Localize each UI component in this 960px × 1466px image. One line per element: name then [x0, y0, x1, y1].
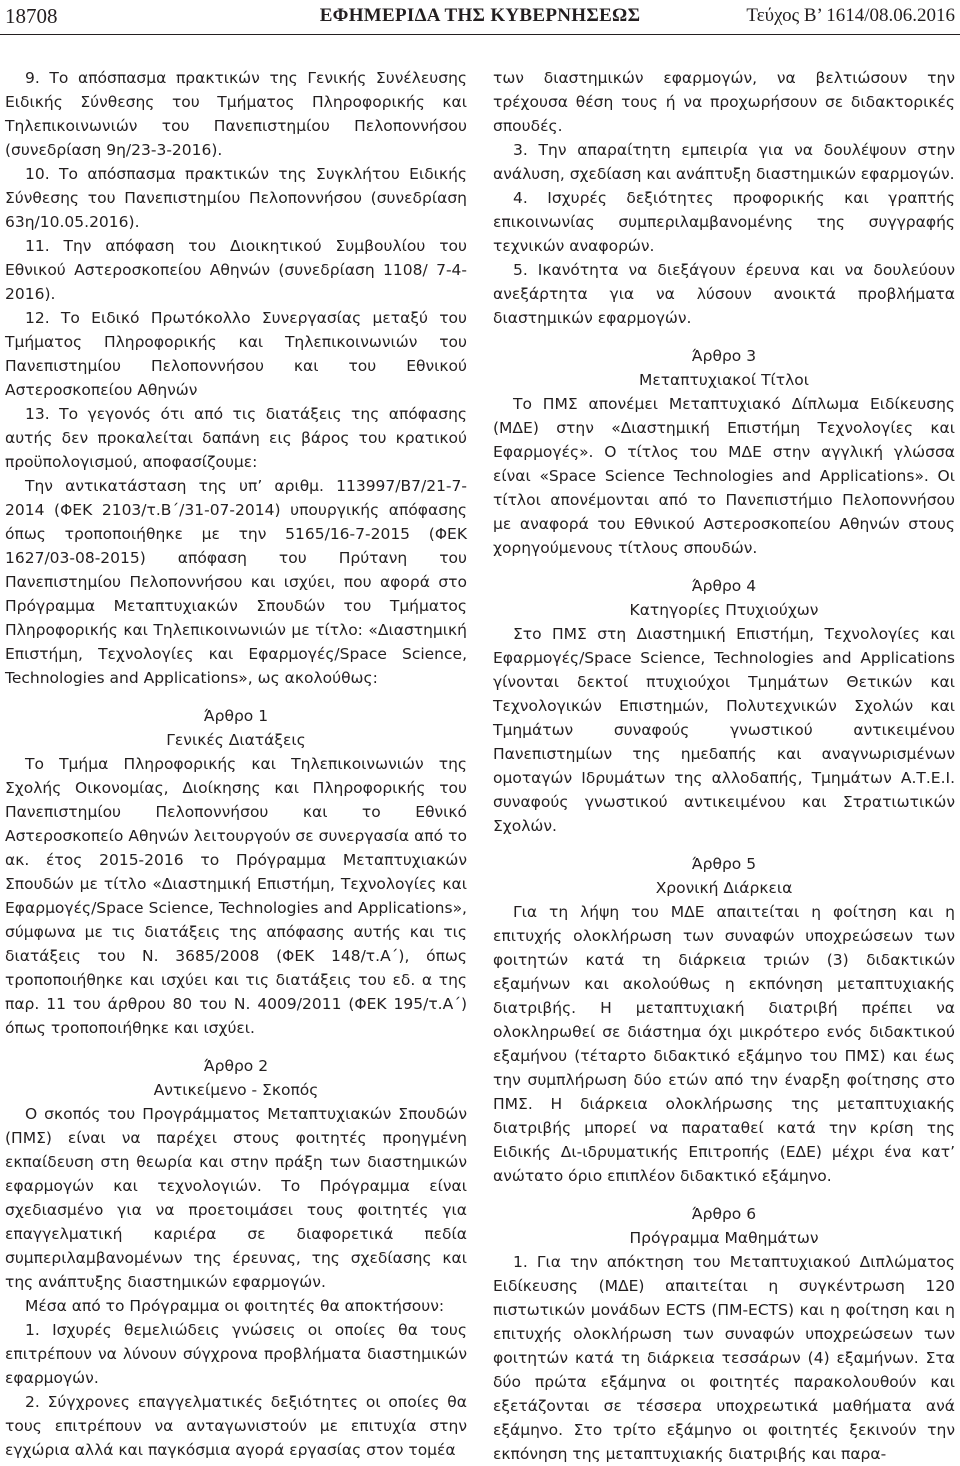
article-3-title: Άρθρο 3 [691, 347, 757, 365]
article-3-text: Το ΠΜΣ απονέμει Μεταπτυχιακό Δίπλωμα Ειδίκευσης (ΜΔΕ) στην «Διαστημική Επιστήμη Τεχνολογίες και Εφαρμογές». Ο τίτλος του ΜΔΕ στην αγγλική γλώσσα είναι «Space Science Technologies and Applications». Οι τίτλοι απονέμονται από το Πανεπιστήμιο Πελοποννήσου με αναφορά του Εθνικού Αστεροσκοπείου Αθηνών στους χορηγούμενους τίτλους σπουδών. [493, 395, 955, 557]
decision-text: Την αντικατάσταση της υπ’ αριθμ. 113997/Β7/21-7-2014 (ΦΕΚ 2103/τ.Β΄/31-07-2014) υπουργικής απόφασης όπως τροποποιήθηκε με την 5165/16-7-2015 (ΦΕΚ 1627/03-08-2015) απόφαση του Πρύτανη του Πανεπιστημίου Πελοποννήσου και ισχύει, που αφορά στο Πρόγραμμα Μεταπτυχιακών Σπουδών του Τμήματος Πληροφορικής και Τηλεπικοινωνιών με τίτλο: «Διαστημική Επιστήμη, Τεχνολογίες και Εφαρμογές/Space Science, Technologies and Applications», ως ακολούθως: [5, 477, 467, 687]
article-2-item-2: 2. Σύγχρονες επαγγελματικές δεξιότητες οι οποίες θα τους επιτρέπουν να ανταγωνιστούν με επιτυχία στην εγχώρια αλλά και παγκόσμια αγορά εργασίας στον τομέα [5, 1393, 467, 1459]
article-5-text: Για τη λήψη του ΜΔΕ απαιτείται η φοίτηση και η επιτυχής ολοκλήρωση των συναφών υποχρεώσεων των φοιτητών κατά τη διάρκεια τριών (3) διδακτικών εξαμήνων και ακολούθως η εκπόνηση μεταπτυχιακής διατριβής. Η μεταπτυχιακή διατριβή πρέπει να ολοκληρωθεί σε διάστημα όχι μικρότερο ενός διδακτικού εξαμήνου (τέταρτο διδακτικό εξάμηνο του ΠΜΣ) και έως την συμπλήρωση δύο ετών από την έναρξη φοίτησης στο ΠΜΣ. Η διάρκεια ολοκλήρωσης της μεταπτυχιακής διατριβής μπορεί να παραταθεί κατά την κρίση της Ειδικής Δι-ιδρυματικής Επιτροπής (ΕΔΕ) μέχρι ένα κατ’ ανώτατο όριο επιπλέον διδακτικό εξάμηνο. [493, 903, 955, 1185]
clause-13: 13. Το γεγονός ότι από τις διατάξεις της απόφασης αυτής δεν προκαλείται δαπάνη εις βάρος του κρατικού προϋπολογισμού, αποφασίζουμε: [5, 405, 467, 471]
issue-info: Τεύχος Β’ 1614/08.06.2016 [746, 5, 955, 26]
article-2-title: Άρθρο 2 [203, 1057, 269, 1075]
article-4-heading [493, 574, 955, 622]
article-6-subtitle: Πρόγραμμα Μαθημάτων [629, 1229, 819, 1247]
article-1-text: Το Τμήμα Πληροφορικής και Τηλεπικοινωνιών της Σχολής Οικονομίας, Διοίκησης και Πληροφορικής του Πανεπιστημίου Πελοποννήσου και το Εθνικό Αστεροσκοπείο Αθηνών λειτουργούν σε συνεργασία από το ακ. έτος 2015-2016 το Πρόγραμμα Μεταπτυχιακών Σπουδών με τίτλο «Διαστημική Επιστήμη, Τεχνολογίες και Εφαρμογές/Space Science, Technologies and Applications», σύμφωνα με τις διατάξεις της απόφασης αυτής και τις διατάξεις του Ν. 3685/2008 (ΦΕΚ 148/τ.Α΄), όπως τροποποιήθηκε και ισχύει και τις διατάξεις του εδ. α της παρ. 11 του άρθρου 80 του Ν. 4009/2011 (ΦΕΚ 195/τ.Α΄) όπως τροποποιήθηκε και ισχύει. [5, 755, 467, 1037]
article-1-heading [5, 704, 467, 752]
article-4-subtitle: Κατηγορίες Πτυχιούχων [629, 601, 819, 619]
clause-12: 12. Το Ειδικό Πρωτόκολλο Συνεργασίας μεταξύ του Τμήματος Πληροφορικής και Τηλεπικοινωνιών του Πανεπιστημίου Πελοποννήσου και του Εθνικού Αστεροσκοπείου Αθηνών [5, 309, 467, 399]
article-2-item-4: 4. Ισχυρές δεξιότητες προφορικής και γραπτής επικοινωνίας συμπεριλαμβανομένης της συγγραφής τεχνικών αναφορών. [493, 189, 955, 255]
article-2-item-5: 5. Ικανότητα να διεξάγουν έρευνα και να δουλεύουν ανεξάρτητα για να λύσουν ανοικτά προβλήματα διαστημικών εφαρμογών. [493, 261, 955, 327]
article-3-heading [493, 344, 955, 392]
article-6-title: Άρθρο 6 [691, 1205, 757, 1223]
article-4-text: Στο ΠΜΣ στη Διαστημική Επιστήμη, Τεχνολογίες και Εφαρμογές/Space Science, Technologies and Applications γίνονται δεκτοί πτυχιούχοι Τμημάτων Θετικών και Τεχνολογικών Επιστημών, Πολυτεχνικών Σχολών και Τμημάτων συναφούς γνωστικού αντικειμένου Πανεπιστημίων της ημεδαπής και αναγνωρισμένων ομοταγών Ιδρυμάτων της αλλοδαπής, Τμημάτων Α.Τ.Ε.Ι. συναφούς γνωστικού αντικειμένου και Στρατιωτικών Σχολών. [493, 625, 955, 835]
article-3-subtitle: Μεταπτυχιακοί Τίτλοι [638, 371, 810, 389]
article-2-text: Ο σκοπός του Προγράμματος Μεταπτυχιακών Σπουδών (ΠΜΣ) είναι να παρέχει στους φοιτητές προηγμένη εκπαίδευση στη θεωρία και στην πράξη των διαστημικών εφαρμογών και τεχνολογιών. Το Πρόγραμμα είναι σχεδιασμένο για να προετοιμάσει τους φοιτητές για επαγγελματική καριέρα σε διαφορετικά πεδία συμπεριλαμβανομένων της έρευνας, της σχεδίασης και της ανάπτυξης διαστημικών εφαρμογών. [5, 1105, 467, 1291]
right-column [493, 66, 955, 1466]
article-5-subtitle: Χρονική Διάρκεια [655, 879, 793, 897]
clause-10: 10. Το απόσπασμα πρακτικών της Συγκλήτου Ειδικής Σύνθεσης του Πανεπιστημίου Πελοποννήσου (συνεδρίαση 63η/10.05.2016). [5, 165, 467, 231]
article-2-intro: Μέσα από το Πρόγραμμα οι φοιτητές θα αποκτήσουν: [25, 1297, 445, 1315]
clause-9: 9. Το απόσπασμα πρακτικών της Γενικής Συνέλευσης Ειδικής Σύνθεσης του Τμήματος Πληροφορικής και Τηλεπικοινωνιών του Πανεπιστημίου Πελοποννήσου (συνεδρίαση 9η/23-3-2016). [5, 69, 467, 159]
header-divider [0, 34, 960, 35]
article-5-heading [493, 852, 955, 900]
clause-11: 11. Την απόφαση του Διοικητικού Συμβουλίου του Εθνικού Αστεροσκοπείου Αθηνών (συνεδρίαση 1108/ 7-4-2016). [5, 237, 467, 303]
article-2-heading [5, 1054, 467, 1102]
article-1-subtitle: Γενικές Διατάξεις [166, 731, 306, 749]
left-column [5, 66, 467, 1462]
article-1-title: Άρθρο 1 [203, 707, 269, 725]
article-4-title: Άρθρο 4 [691, 577, 757, 595]
gazette-name: ΕΦΗΜΕΡΙΔΑ ΤΗΣ ΚΥΒΕΡΝΗΣΕΩΣ [319, 5, 641, 26]
page-number: 18708 [5, 4, 58, 28]
article-6-text: 1. Για την απόκτηση του Μεταπτυχιακού Διπλώματος Ειδίκευσης (ΜΔΕ) απαιτείται η συγκέντρωση 120 πιστωτικών μονάδων ECTS (ΠΜ-ECTS) και η φοίτηση και η επιτυχής ολοκλήρωση των συναφών υποχρεώσεων των φοιτητών κατά τη διάρκεια τεσσάρων (4) εξαμήνων. Στα δύο πρώτα εξάμηνα οι φοιτητές παρακολουθούν και εξετάζονται σε τέσσερα υποχρεωτικά μαθήματα ανά εξάμηνο. Στο τρίτο εξάμηνο οι φοιτητές ξεκινούν την εκπόνηση της μεταπτυχιακής διατριβής και παρα- [493, 1253, 955, 1463]
article-2-item-3: 3. Την απαραίτητη εμπειρία για να δουλέψουν στην ανάλυση, σχεδίαση και ανάπτυξη διαστημικών εφαρμογών. [493, 141, 955, 183]
article-2-item-2-continued: των διαστημικών εφαρμογών, να βελτιώσουν την τρέχουσα θέση τους ή να προχωρήσουν σε διδακτορικές σπουδές. [493, 69, 955, 135]
page-header [0, 0, 960, 40]
article-2-item-1: 1. Ισχυρές θεμελιώδεις γνώσεις οι οποίες θα τους επιτρέπουν να λύνουν σύγχρονα προβλήματα διαστημικών εφαρμογών. [5, 1321, 467, 1387]
article-2-subtitle: Αντικείμενο - Σκοπός [153, 1081, 319, 1099]
article-6-heading [493, 1202, 955, 1250]
article-5-title: Άρθρο 5 [691, 855, 757, 873]
